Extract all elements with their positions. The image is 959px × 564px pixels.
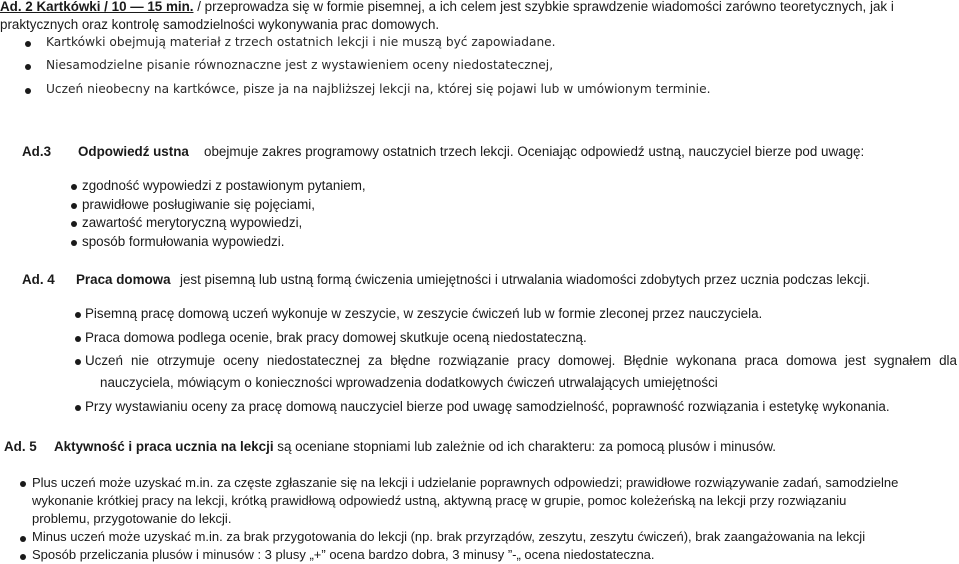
ad2-line-1 [0, 0, 959, 16]
bullet-icon [71, 184, 77, 190]
ad4-bullet-3-line-2: nauczyciela, mówiącym o konieczności wprowadzenia dodatkowych ćwiczeń utrwalających umiejętności [100, 375, 718, 390]
ad3-bullet-4: sposób formułowania wypowiedzi. [82, 234, 285, 249]
bullet-icon [75, 359, 81, 365]
ad4-bullet-4: Przy wystawianiu oceny za pracę domową nauczyciel bierze pod uwagę samodzielność, poprawność rozwiązania i estetykę wykonania. [85, 399, 890, 414]
ad5-bullet-1-line-2: wykonanie krótkiej pracy na lekcji, krótką prawidłową odpowiedź ustną, aktywną pracę w grupie, pomoc koleżeńską na lekcji przy rozwiązaniu [32, 493, 847, 508]
justified-word: nie [131, 353, 149, 368]
ad3-bullet-1: zgodność wypowiedzi z postawionym pytaniem, [82, 178, 366, 193]
ad5-bullet-2: Minus uczeń może uzyskać m.in. za brak przygotowania do lekcji (np. brak przyrządów, zeszytu, zeszytu ćwiczeń), brak zaangażowania na lekcji [32, 529, 866, 544]
ad5-title: Aktywność i praca ucznia na lekcji [54, 439, 274, 454]
bullet-icon [25, 64, 31, 70]
bullet-icon [25, 88, 31, 94]
ad2-heading: Ad. 2 Kartkówki / 10 — 15 min. [0, 0, 194, 14]
justified-word: błędne [390, 353, 431, 368]
ad3-bullet-3: zawartość merytoryczną wypowiedzi, [82, 215, 303, 230]
justified-word: niedostatecznej [266, 353, 360, 368]
justified-word: praca [744, 353, 779, 368]
ad5-bullet-1-line-1: Plus uczeń może uzyskać m.in. za częste zgłaszanie się na lekcji i udzielanie poprawnych odpowiedzi; prawidłowe rozwiązywanie zadań, samodzielne [32, 475, 899, 490]
justified-word: jest [844, 353, 866, 368]
ad2-bullet-1: Kartkówki obejmują materiał z trzech ostatnich lekcji i nie muszą być zapowiadane. [46, 35, 556, 49]
ad3-text: obejmuje zakres programowy ostatnich trzech lekcji. Oceniając odpowiedź ustną, nauczyciel bierze pod uwagę: [204, 144, 865, 159]
justified-word: wykonana [676, 353, 737, 368]
justified-word: za [368, 353, 383, 368]
justified-word: dla [939, 353, 957, 368]
bullet-icon [20, 536, 26, 542]
ad2-intro-text: / przeprowadza się w formie pisemnej, a ich celem jest szybkie sprawdzenie wiadomości zarówno teoretycznych, jak i [193, 0, 894, 14]
ad3-title: Odpowiedź ustna [78, 144, 189, 159]
bullet-icon [20, 481, 26, 487]
ad2-bullet-2: Niesamodzielne pisanie równoznaczne jest z wystawieniem oceny niedostatecznej, [46, 58, 554, 72]
ad2-bullet-3: Uczeń nieobecny na kartkówce, pisze ja na najbliższej lekcji na, której się pojawi lub w umówionym terminie. [46, 82, 711, 96]
ad4-bullet-2: Praca domowa podlega ocenie, brak pracy domowej skutkuje oceną niedostateczną. [85, 330, 587, 345]
ad3-label: Ad.3 [22, 144, 52, 159]
justified-word: domowej. [558, 353, 616, 368]
justified-word: Uczeń [85, 353, 123, 368]
ad5-line [54, 438, 776, 456]
ad5-label: Ad. 5 [4, 439, 37, 454]
ad5-text: są oceniane stopniami lub zależnie od ich charakteru: za pomocą plusów i minusów. [273, 439, 776, 454]
bullet-icon [20, 554, 26, 560]
ad4-bullet-3-line-1 [85, 352, 957, 370]
ad4-text: jest pisemną lub ustną formą ćwiczenia umiejętności i utrwalania wiadomości zdobytych przez ucznia podczas lekcji. [180, 272, 870, 287]
ad5-bullet-3: Sposób przeliczania plusów i minusów : 3 plusy „+” ocena bardzo dobra, 3 minusy ”-„ ocena niedostateczna. [32, 547, 655, 562]
justified-word: sygnałem [873, 353, 932, 368]
bullet-icon [75, 336, 81, 342]
ad4-bullet-1: Pisemną pracę domową uczeń wykonuje w zeszycie, w zeszycie ćwiczeń lub w formie zleconej przez nauczyciela. [85, 306, 763, 321]
ad3-bullet-2: prawidłowe posługiwanie się pojęciami, [82, 197, 315, 212]
ad5-bullet-1-line-3: problemu, przygotowanie do lekcji. [32, 511, 232, 526]
justified-word: Błędnie [623, 353, 669, 368]
bullet-icon [25, 41, 31, 47]
ad4-label: Ad. 4 [22, 272, 55, 287]
justified-word: oceny [223, 353, 259, 368]
bullet-icon [71, 221, 77, 227]
bullet-icon [75, 405, 81, 411]
bullet-icon [71, 240, 77, 246]
ad4-title: Praca domowa [76, 272, 171, 287]
bullet-icon [71, 203, 77, 209]
justified-word: pracy [517, 353, 551, 368]
ad2-line-2: praktycznych oraz kontrolę samodzielności wykonywania prac domowych. [0, 17, 440, 32]
justified-word: domowa [786, 353, 837, 368]
bullet-icon [75, 312, 81, 318]
justified-word: otrzymuje [156, 353, 216, 368]
justified-word: rozwiązanie [438, 353, 510, 368]
